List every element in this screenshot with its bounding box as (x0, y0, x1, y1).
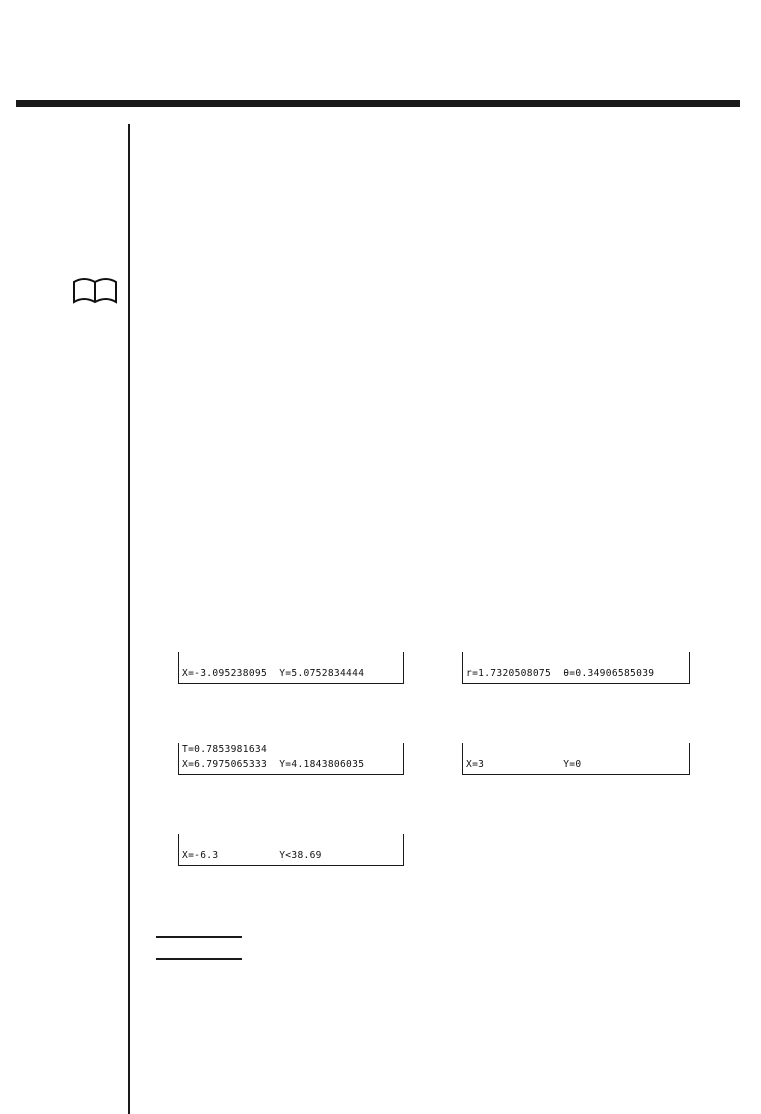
screen-line: X=-3.095238095 Y=5.0752834444 (182, 668, 365, 679)
margin-line (128, 124, 130, 1114)
screen-line: X=3 Y=0 (466, 759, 582, 770)
header-rule (16, 100, 740, 107)
calc-screen-5 (178, 834, 404, 866)
rule-line (156, 958, 242, 960)
calc-screen-4 (462, 743, 690, 775)
screen-line: T=0.7853981634 (182, 744, 268, 755)
screen-line: X=-6.3 Y<38.69 (182, 850, 322, 861)
calc-screen-1 (178, 652, 404, 684)
calc-screen-2 (462, 652, 690, 684)
rule-line (156, 936, 242, 938)
book-icon (72, 276, 120, 308)
calc-screen-3 (178, 743, 404, 775)
screen-line: r=1.7320508075 θ=0.34906585039 (466, 668, 655, 679)
screen-line: X=6.7975065333 Y=4.1843806035 (182, 759, 365, 770)
